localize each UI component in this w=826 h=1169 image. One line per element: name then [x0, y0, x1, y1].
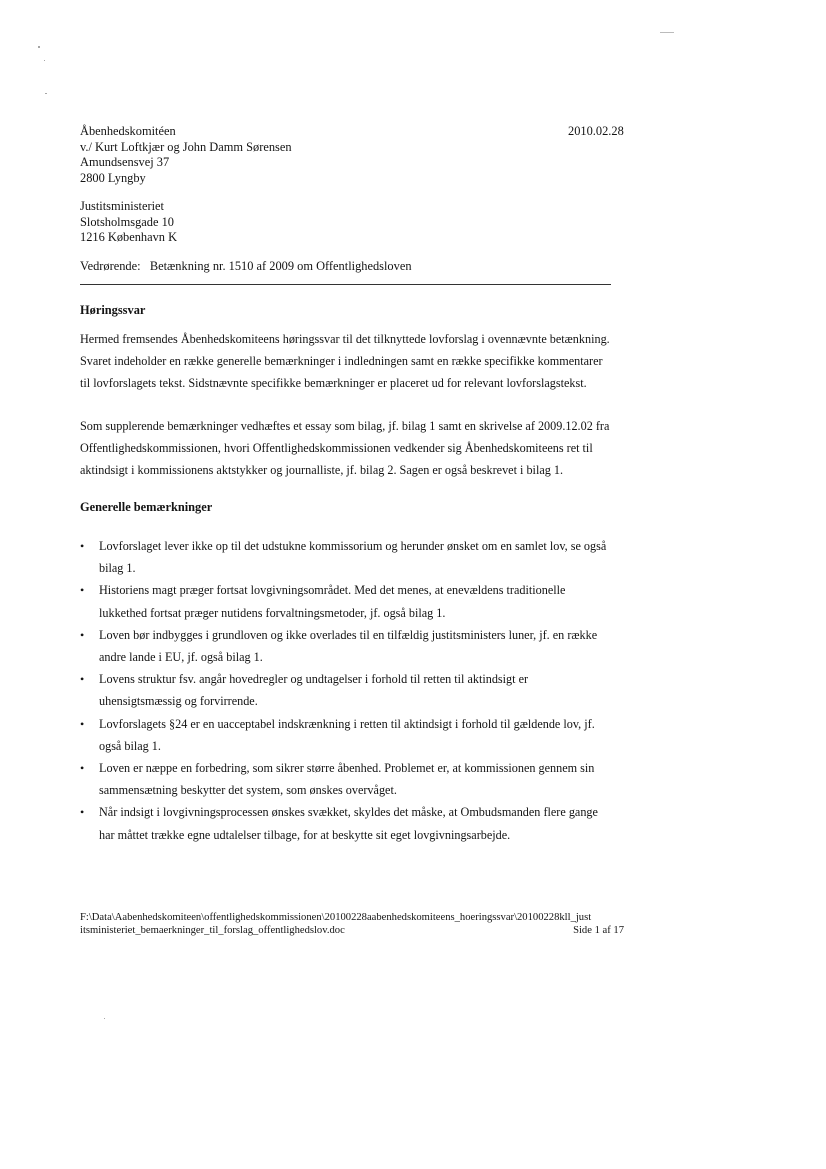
- list-item: [80, 713, 625, 757]
- sender-line: v./ Kurt Loftkjær og John Damm Sørensen: [80, 139, 292, 154]
- subject-line: Vedrørende: Betænkning nr. 1510 af 2009 om Offentlighedsloven: [80, 259, 412, 273]
- list-item: [80, 624, 625, 668]
- recipient-line: 1216 København K: [80, 230, 178, 245]
- list-item-line: lukkethed fortsat præger nutidens forvaltningsmetoder, jf. også bilag 1.: [99, 605, 446, 620]
- list-item-line: Lovens struktur fsv. angår hovedregler og undtagelser i forhold til retten til aktindsigt er: [99, 672, 529, 687]
- supplement-paragraph: [80, 415, 625, 482]
- recipient-line: Slotsholmsgade 10: [80, 214, 174, 229]
- sender-line: Amundsensvej 37: [80, 155, 170, 170]
- sender-line: 2800 Lyngby: [80, 170, 146, 185]
- list-item-line: Historiens magt præger fortsat lovgivningsområdet. Med det menes, at enevældens traditionelle: [99, 583, 566, 598]
- section-heading-hoeringssvar: Høringssvar: [80, 303, 146, 317]
- list-item-line: Loven bør indbygges i grundloven og ikke overlades til en tilfældig justitsministers luner, jf. en række: [99, 627, 598, 642]
- list-item-line: uhensigtsmæssig og forvirrende.: [99, 694, 258, 709]
- bullet-icon: •: [80, 672, 85, 687]
- recipient-line: Justitsministeriet: [80, 199, 164, 213]
- page-footer: [80, 911, 624, 937]
- scan-speck: [660, 32, 674, 33]
- list-item-line: andre lande i EU, jf. også bilag 1.: [99, 650, 263, 665]
- intro-paragraph: [80, 328, 625, 395]
- bullet-icon: •: [80, 539, 85, 553]
- list-item: [80, 757, 625, 801]
- bullet-icon: •: [80, 761, 85, 776]
- scan-speck: [38, 46, 40, 48]
- recipient-address: [80, 199, 177, 246]
- list-item-line: også bilag 1.: [99, 738, 161, 753]
- subject-divider: [80, 284, 611, 285]
- footer-path-row: [80, 924, 624, 937]
- letter-date: 2010.02.28: [568, 124, 624, 138]
- bullet-icon: •: [80, 805, 85, 820]
- bullet-icon: •: [80, 627, 85, 642]
- footer-path-line: itsministeriet_bemaerkninger_til_forslag_offentlighedslov.doc: [80, 925, 345, 937]
- paragraph-line: Offentlighedskommissionen, hvori Offentlighedskommissionen vedkender sig Åbenhedskomiteens ret til: [80, 441, 593, 456]
- list-item: [80, 801, 625, 845]
- bullet-icon: •: [80, 716, 85, 731]
- list-item: [80, 668, 625, 712]
- scan-speck: [44, 60, 45, 61]
- list-item-line: Loven er næppe en forbedring, som sikrer større åbenhed. Problemet er, at kommissionen gennem sin: [99, 761, 595, 776]
- paragraph-line: Hermed fremsendes Åbenhedskomiteens høringssvar til det tilknyttede lovforslag i ovennævnte betænkning.: [80, 332, 610, 346]
- paragraph-line: aktindsigt i kommissionens aktstykker og journalliste, jf. bilag 2. Sagen er også beskrevet i bilag 1.: [80, 463, 564, 478]
- paragraph-line: Svaret indeholder en række generelle bemærkninger i indledningen samt en række specifikke kommentarer: [80, 354, 603, 369]
- scan-speck: [104, 1018, 105, 1019]
- remarks-list: [80, 535, 625, 846]
- section-heading-generelle: Generelle bemærkninger: [80, 500, 213, 514]
- sender-line: Åbenhedskomitéen: [80, 124, 176, 138]
- bullet-icon: •: [80, 583, 85, 598]
- list-item-line: har måttet trække egne udtalelser tilbage, for at beskytte sit eget lovgivningsarbejde.: [99, 827, 511, 842]
- list-item-line: sammensætning beskytter det system, som ønskes overvåget.: [99, 783, 397, 798]
- paragraph-line: Som supplerende bemærkninger vedhæftes et essay som bilag, jf. bilag 1 samt en skrivelse af 2009.12.02 fra: [80, 419, 610, 433]
- list-item-line: Når indsigt i lovgivningsprocessen ønskes svækket, skyldes det måske, at Ombudsmanden flere gange: [99, 805, 598, 820]
- list-item-line: bilag 1.: [99, 561, 136, 576]
- list-item: [80, 535, 625, 579]
- paragraph-line: til lovforslagets tekst. Sidstnævnte specifikke bemærkninger er placeret ud for relevant lovforslagstekst.: [80, 376, 587, 391]
- list-item-line: Lovforslaget lever ikke op til det udstukne kommissorium og herunder ønsket om en samlet lov, se også: [99, 539, 607, 553]
- scan-speck: [45, 93, 47, 94]
- sender-address: [80, 124, 292, 186]
- footer-path-line: F:\Data\Aabenhedskomiteen\offentlighedskommissionen\20100228aabenhedskomiteens_hoeringssvar\20100228kll_just: [80, 912, 592, 923]
- list-item: [80, 579, 625, 623]
- list-item-line: Lovforslagets §24 er en uacceptabel indskrænkning i retten til aktindsigt i forhold til gældende lov, jf.: [99, 716, 595, 731]
- page-number: Side 1 af 17: [573, 925, 624, 937]
